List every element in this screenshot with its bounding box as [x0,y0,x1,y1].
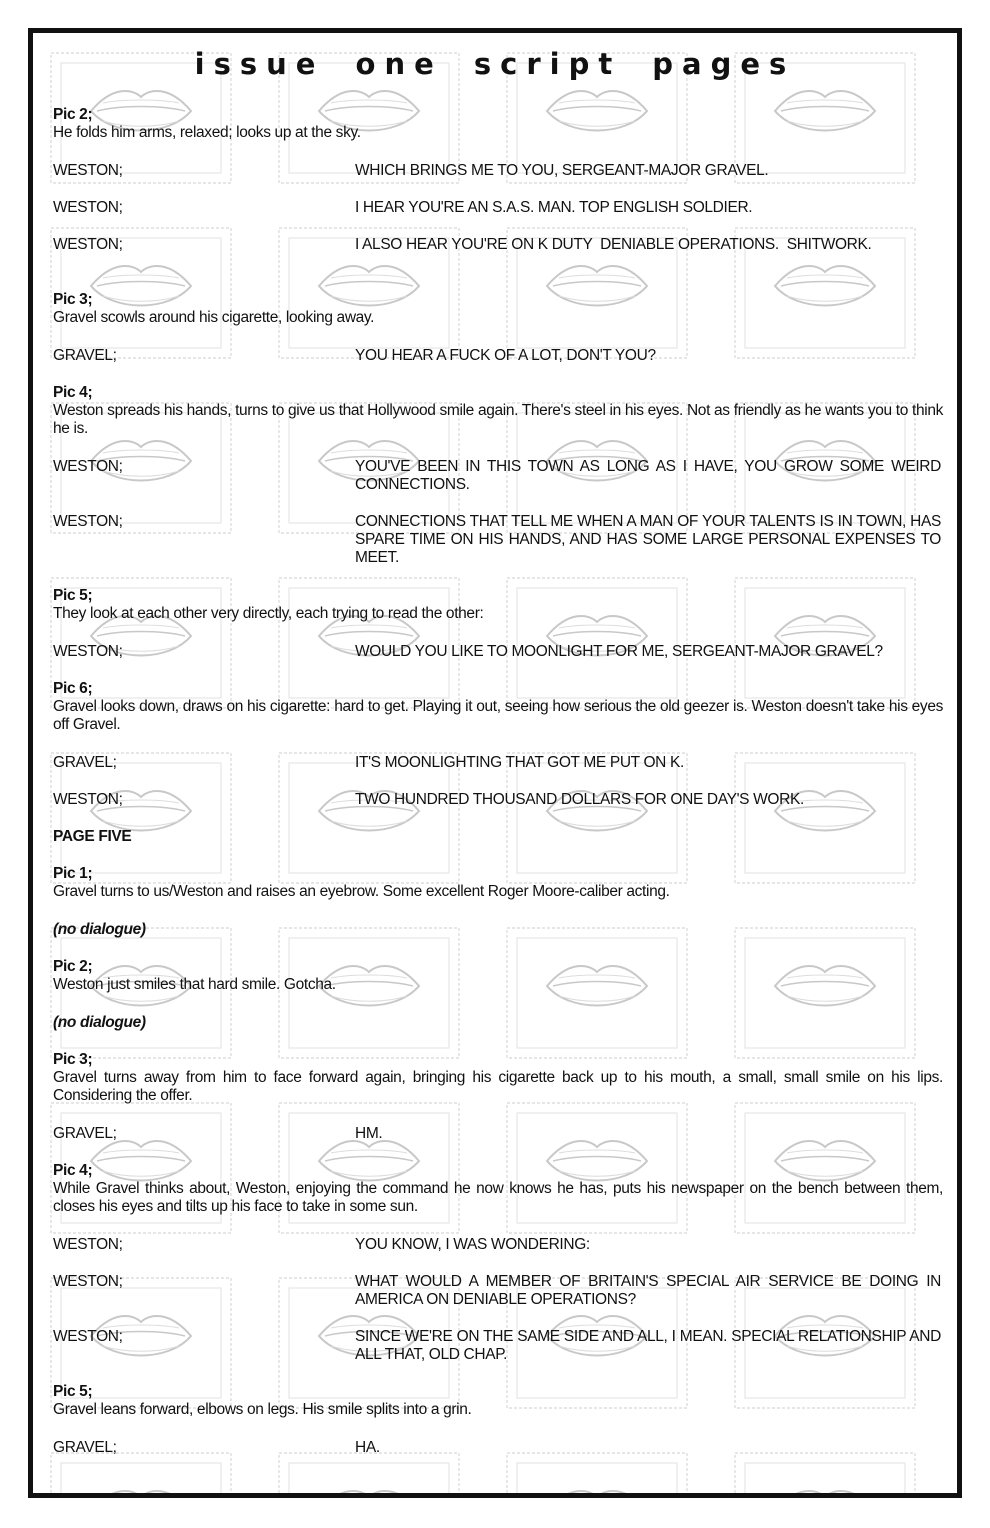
dialogue-line: HA. [355,1439,380,1456]
speaker-name: WESTON; [53,199,123,216]
panel-desc-text: Weston just smiles that hard smile. Gotcha. [53,976,336,993]
panel-desc-text: Gravel turns to us/Weston and raises an eyebrow. Some excellent Roger Moore-caliber acting. [53,883,670,900]
speaker-name: WESTON; [53,1273,123,1290]
speaker-name: WESTON; [53,1236,123,1253]
dialogue-line: TWO HUNDRED THOUSAND DOLLARS FOR ONE DAY'S WORK. [355,791,804,808]
no-dialogue-note: (no dialogue) [53,1014,146,1031]
speaker-name: WESTON; [53,643,123,660]
dialogue-line: YOU'VE BEEN IN THIS TOWN AS LONG AS I HAVE, YOU GROW SOME WEIRD CONNECTIONS. [355,458,941,493]
speaker-name: WESTON; [53,1328,123,1345]
dialogue-line: YOU HEAR A FUCK OF A LOT, DON'T YOU? [355,347,656,364]
dialogue-line: CONNECTIONS THAT TELL ME WHEN A MAN OF YOUR TALENTS IS IN TOWN, HAS SPARE TIME ON HIS HANDS, AND HAS SOME LARGE PERSONAL EXPENSES TO MEET. [355,513,941,566]
page-frame [28,28,962,1498]
panel-desc-text: They look at each other very directly, each trying to read the other: [53,605,484,622]
speaker-name: GRAVEL; [53,754,117,771]
dialogue-line: YOU KNOW, I WAS WONDERING: [355,1236,590,1253]
panel-label: Pic 3; [53,1051,93,1068]
dialogue-line: WHAT WOULD A MEMBER OF BRITAIN'S SPECIAL AIR SERVICE BE DOING IN AMERICA ON DENIABLE OPERATIONS? [355,1273,941,1308]
panel-desc-text: Weston spreads his hands, turns to give us that Hollywood smile again. There's steel in his eyes. Not as friendly as he wants you to think he is. [53,402,943,437]
panel-label: Pic 4; [53,384,93,401]
panel-description [53,384,943,438]
panel-label: Pic 2; [53,958,93,975]
panel-label: Pic 5; [53,587,93,604]
dialogue-line: HM. [355,1125,383,1142]
panel-description [53,106,943,142]
speaker-name: WESTON; [53,162,123,179]
panel-description [53,958,943,994]
panel-desc-text: Gravel scowls around his cigarette, looking away. [53,309,375,326]
panel-description [53,680,943,734]
speaker-name: GRAVEL; [53,347,117,364]
speaker-name: WESTON; [53,236,123,253]
dialogue-line: WHICH BRINGS ME TO YOU, SERGEANT-MAJOR GRAVEL. [355,162,769,179]
panel-label: Pic 2; [53,106,93,123]
panel-label: Pic 5; [53,1383,93,1400]
dialogue-line: I ALSO HEAR YOU'RE ON K DUTY DENIABLE OPERATIONS. SHITWORK. [355,236,872,253]
panel-description [53,291,943,327]
panel-description [53,865,943,901]
panel-label: Pic 1; [53,865,93,882]
speaker-name: WESTON; [53,791,123,808]
panel-description [53,1051,943,1105]
dialogue-line: SINCE WE'RE ON THE SAME SIDE AND ALL, I MEAN. SPECIAL RELATIONSHIP AND ALL THAT, OLD CHAP. [355,1328,941,1363]
panel-label: Pic 6; [53,680,93,697]
panel-desc-text: Gravel turns away from him to face forward again, bringing his cigarette back up to his mouth, a small, small smile on his lips. Considering the offer. [53,1069,943,1104]
dialogue-line: I HEAR YOU'RE AN S.A.S. MAN. TOP ENGLISH SOLDIER. [355,199,753,216]
speaker-name: GRAVEL; [53,1439,117,1456]
speaker-name: WESTON; [53,513,123,530]
speaker-name: GRAVEL; [53,1125,117,1142]
panel-label: Pic 3; [53,291,93,308]
dialogue-line: WOULD YOU LIKE TO MOONLIGHT FOR ME, SERGEANT-MAJOR GRAVEL? [355,643,883,660]
panel-desc-text: Gravel looks down, draws on his cigarette: hard to get. Playing it out, seeing how serious the old geezer is. Weston doesn't take his eyes off Gravel. [53,698,943,733]
panel-description [53,1383,943,1419]
panel-desc-text: While Gravel thinks about, Weston, enjoying the command he now knows he has, puts his newspaper on the bench between them, closes his eyes and tilts up his face to take in some sun. [53,1180,943,1215]
panel-desc-text: Gravel leans forward, elbows on legs. His smile splits into a grin. [53,1401,472,1418]
page-title: issue one script pages [194,47,796,81]
page-heading: PAGE FIVE [53,828,132,845]
panel-description [53,587,943,623]
panel-description [53,1162,943,1216]
speaker-name: WESTON; [53,458,123,475]
panel-desc-text: He folds him arms, relaxed; looks up at the sky. [53,124,361,141]
script-page [33,33,957,1493]
panel-label: Pic 4; [53,1162,93,1179]
no-dialogue-note: (no dialogue) [53,921,146,938]
dialogue-line: IT'S MOONLIGHTING THAT GOT ME PUT ON K. [355,754,684,771]
